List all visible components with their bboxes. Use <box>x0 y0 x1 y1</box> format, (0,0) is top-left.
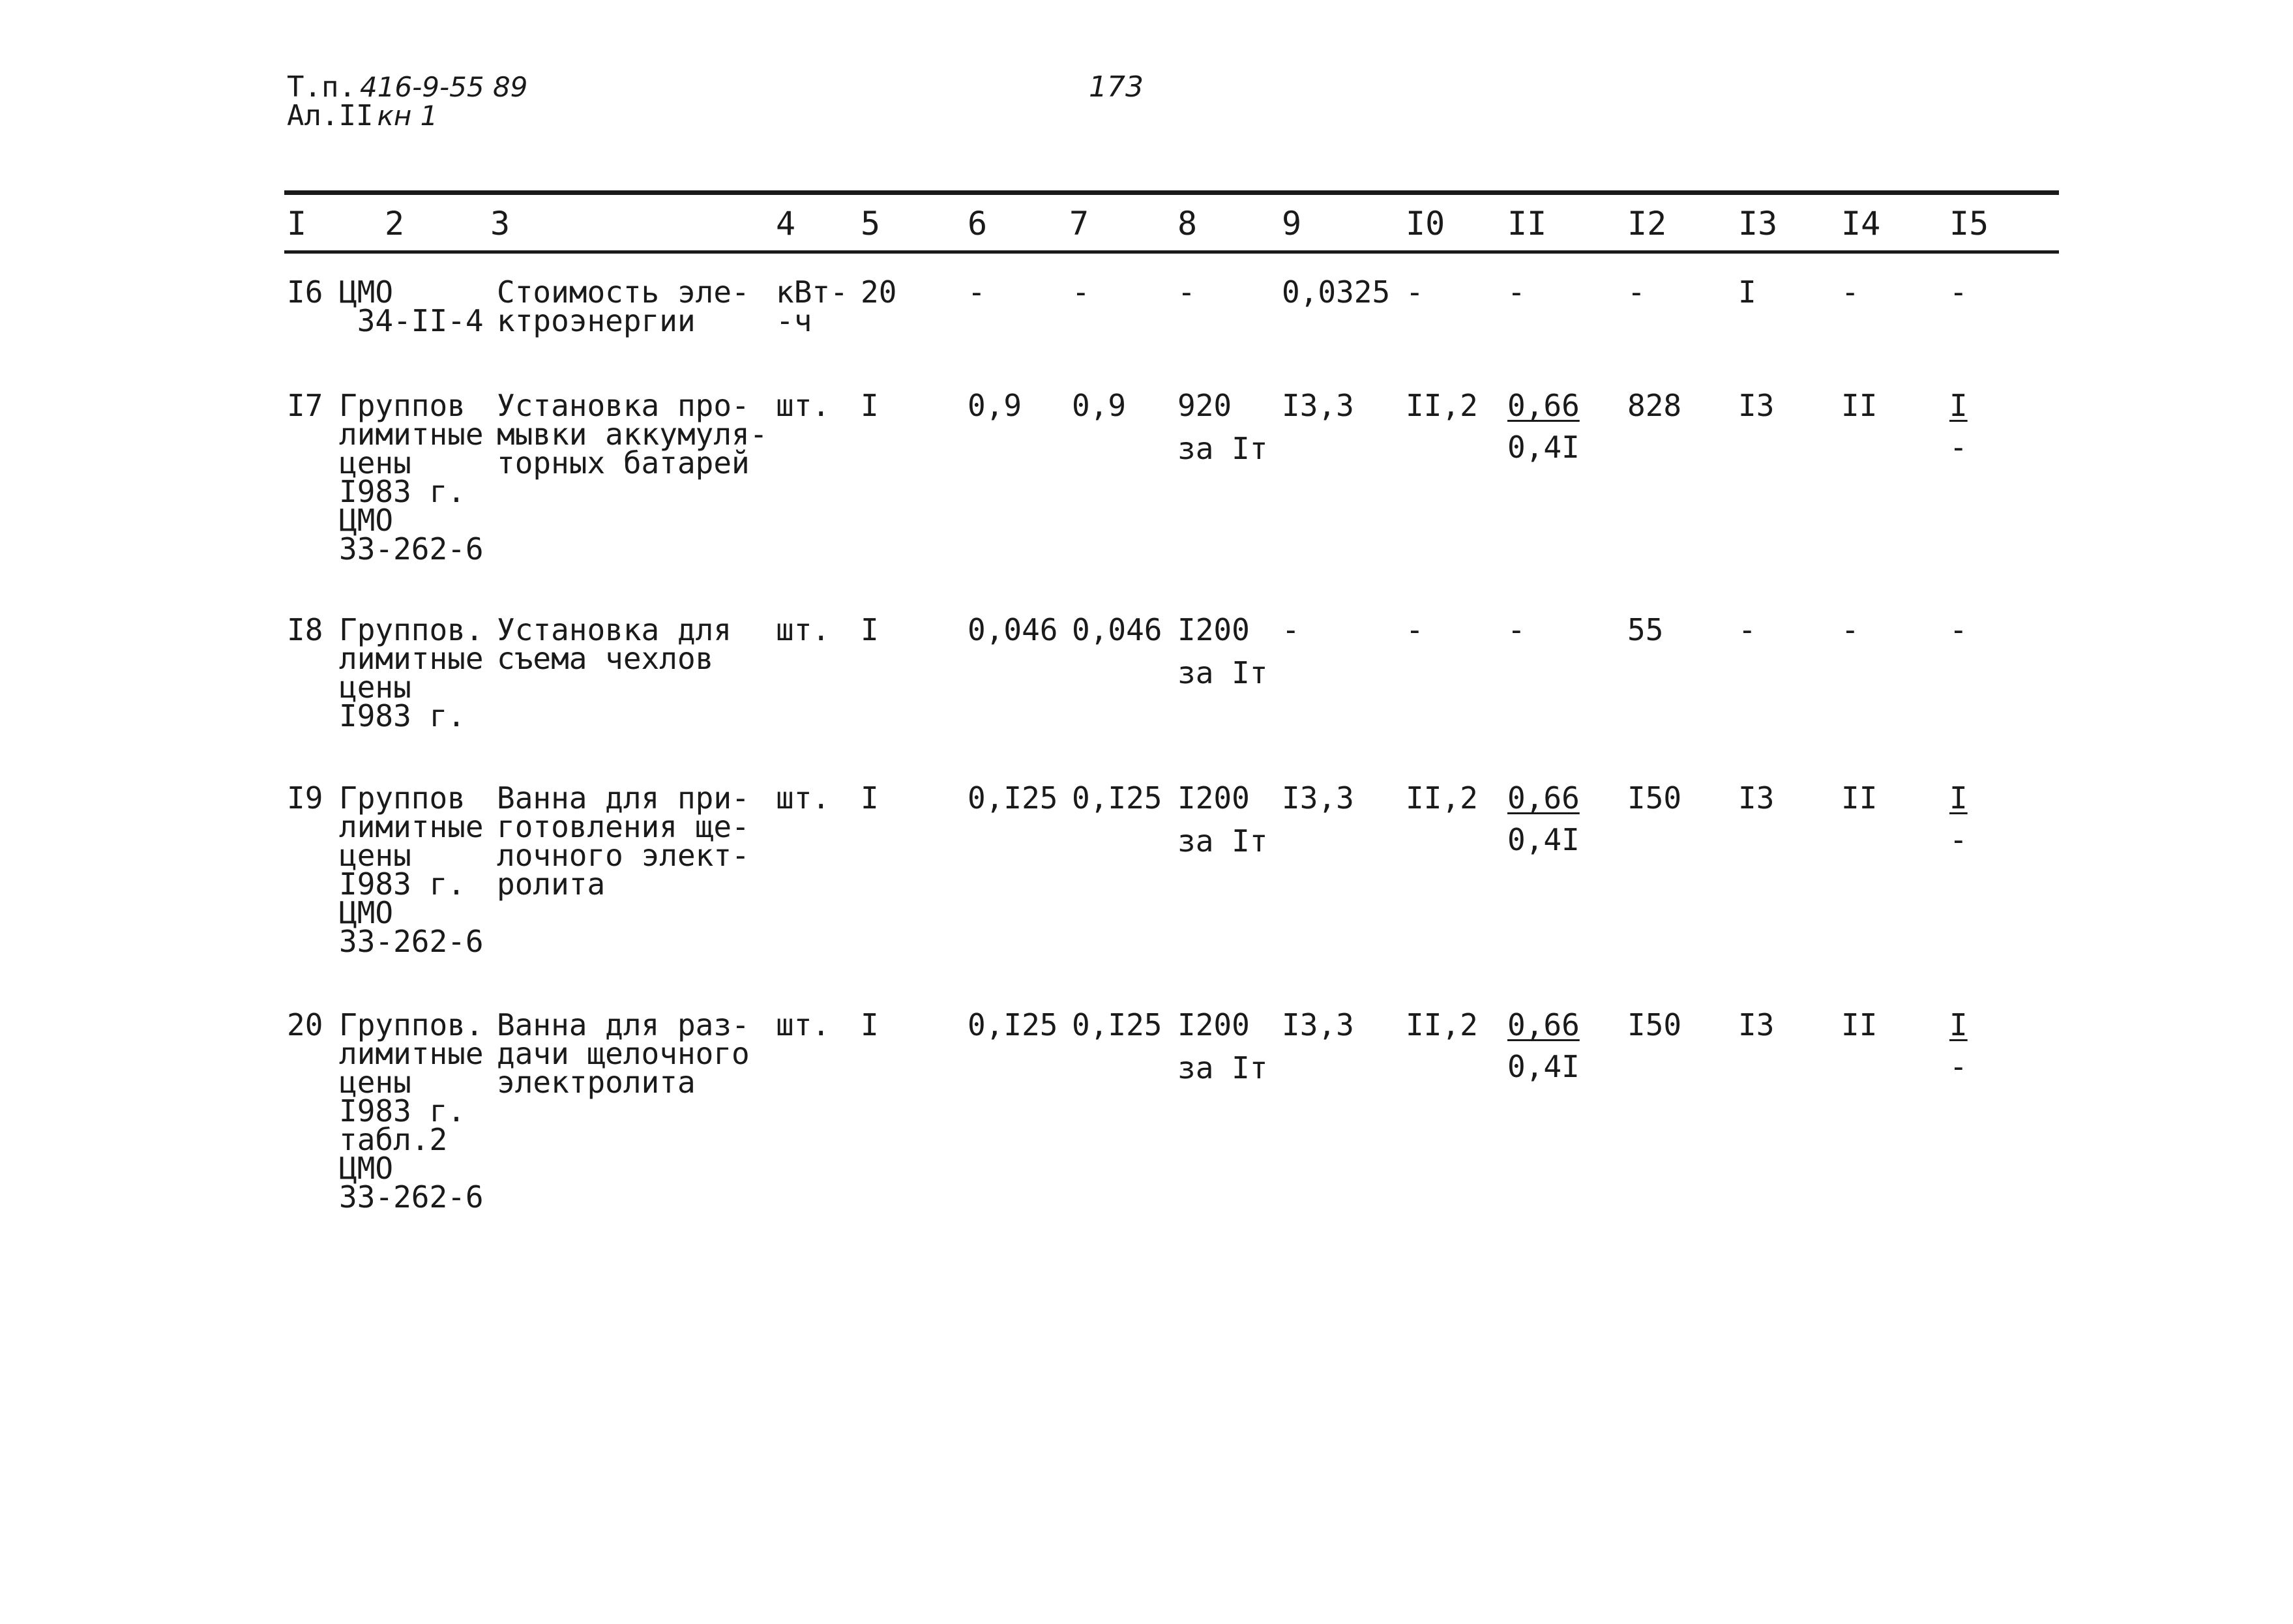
cell-value: - <box>1507 274 1526 310</box>
cell-value: - <box>1949 612 1968 647</box>
cell-col-15 <box>1949 1007 1968 1084</box>
cell-col-1: I7 <box>287 388 323 423</box>
cell-subvalue: за Iт <box>1177 1050 1268 1085</box>
cell-col-14: II <box>1841 780 1878 816</box>
cell-col-7: 0,046 <box>1072 612 1162 647</box>
cell-col-1: I9 <box>287 780 323 816</box>
cell-col-12: 828 <box>1627 388 1682 423</box>
document-header <box>287 70 528 132</box>
column-number-6: 6 <box>968 205 988 243</box>
cell-col-8 <box>1177 612 1268 690</box>
table-top-rule <box>284 190 2059 195</box>
cell-col-14: II <box>1841 388 1878 423</box>
header-line2-handwritten: кн 1 <box>377 100 438 132</box>
cell-col-13: I3 <box>1738 780 1775 816</box>
cell-col-7: - <box>1072 274 1090 310</box>
cell-col-1: 20 <box>287 1007 323 1042</box>
cell-col-3: Стоимость эле- ктроэнергии <box>497 274 750 338</box>
cell-col-11 <box>1507 612 1526 657</box>
column-number-8: 8 <box>1177 205 1198 243</box>
cell-subvalue: - <box>1949 1049 1968 1084</box>
cell-col-7: 0,9 <box>1072 388 1127 423</box>
cell-col-14: - <box>1841 612 1859 647</box>
cell-col-12: I50 <box>1627 1007 1682 1042</box>
cell-col-9: I3,3 <box>1282 1007 1354 1042</box>
column-number-5: 5 <box>861 205 881 243</box>
cell-value: I <box>1949 780 1968 816</box>
column-number-14: I4 <box>1841 205 1881 243</box>
cell-col-10: II,2 <box>1406 780 1478 816</box>
cell-col-3: Ванна для раз- дачи щелочного электролита <box>497 1007 750 1100</box>
cell-col-12: - <box>1627 274 1646 310</box>
cell-subvalue: за Iт <box>1177 431 1268 466</box>
cell-subvalue: за Iт <box>1177 655 1268 690</box>
cell-col-4: шт. <box>776 780 831 816</box>
column-number-12: I2 <box>1627 205 1667 243</box>
cell-col-5: I <box>861 1007 879 1042</box>
cell-col-2: Группов лимитные цены I983 г. ЦМО 33-262-6 <box>339 780 484 959</box>
cell-col-9: I3,3 <box>1282 388 1354 423</box>
cell-col-7: 0,I25 <box>1072 1007 1162 1042</box>
cell-col-7: 0,I25 <box>1072 780 1162 816</box>
cell-col-14: II <box>1841 1007 1878 1042</box>
cell-col-10: - <box>1406 612 1424 647</box>
cell-col-1: I8 <box>287 612 323 647</box>
cell-col-6: 0,9 <box>968 388 1022 423</box>
cell-col-6: 0,I25 <box>968 1007 1058 1042</box>
cell-col-9: - <box>1282 612 1300 647</box>
column-number-3: 3 <box>490 205 510 243</box>
cell-col-12: 55 <box>1627 612 1664 647</box>
cell-col-5: I <box>861 388 879 423</box>
cell-col-13: I3 <box>1738 1007 1775 1042</box>
column-number-15: I5 <box>1949 205 1989 243</box>
page-number: 173 <box>1089 70 1144 104</box>
cell-col-15 <box>1949 612 1968 657</box>
cell-col-13: I3 <box>1738 388 1775 423</box>
cell-col-2: Группов. лимитные цены I983 г. табл.2 ЦМО 33-262-6 <box>339 1007 484 1215</box>
cell-col-4: шт. <box>776 388 831 423</box>
cell-col-2: Группов. лимитные цены I983 г. <box>339 612 484 733</box>
column-number-10: I0 <box>1406 205 1445 243</box>
cell-subvalue: 0,4I <box>1507 822 1580 857</box>
cell-col-4: шт. <box>776 612 831 647</box>
cell-col-10: - <box>1406 274 1424 310</box>
cell-col-3: Ванна для при- готовления ще- лочного элект- ролита <box>497 780 750 902</box>
cell-col-14: - <box>1841 274 1859 310</box>
cell-col-8 <box>1177 388 1268 466</box>
header-line-2 <box>287 99 527 132</box>
cell-col-8 <box>1177 780 1268 859</box>
cell-col-1: I6 <box>287 274 323 310</box>
cell-value: - <box>1507 612 1526 647</box>
cell-subvalue: 0,4I <box>1507 430 1580 465</box>
cell-col-9: 0,0325 <box>1282 274 1391 310</box>
cell-col-10: II,2 <box>1406 1007 1478 1042</box>
cell-col-5: I <box>861 612 879 647</box>
table-header-rule <box>284 250 2059 254</box>
cell-col-3: Установка для съема чехлов <box>497 612 732 676</box>
header-line2-prefix: Ал.II <box>287 99 374 132</box>
cell-subvalue: - <box>1949 430 1968 465</box>
cell-col-11 <box>1507 780 1580 857</box>
cell-col-5: 20 <box>861 274 897 310</box>
cell-subvalue: - <box>1949 822 1968 857</box>
column-number-2: 2 <box>385 205 405 243</box>
cell-value: 0,66 <box>1507 780 1580 816</box>
column-number-13: I3 <box>1738 205 1778 243</box>
cell-value: I200 <box>1177 780 1250 816</box>
column-number-7: 7 <box>1069 205 1089 243</box>
cell-col-11 <box>1507 388 1580 465</box>
header-line1-prefix: Т.п. <box>287 70 356 104</box>
cell-subvalue: за Iт <box>1177 823 1268 859</box>
cell-value: - <box>1949 274 1968 310</box>
cell-col-6: - <box>968 274 986 310</box>
column-number-9: 9 <box>1282 205 1302 243</box>
cell-col-2: Группов лимитные цены I983 г. ЦМО 33-262-6 <box>339 388 484 567</box>
cell-col-11 <box>1507 274 1526 319</box>
header-line-1 <box>287 70 528 104</box>
cell-value: 0,66 <box>1507 388 1580 423</box>
cell-col-6: 0,I25 <box>968 780 1058 816</box>
cell-col-6: 0,046 <box>968 612 1058 647</box>
cell-value: - <box>1177 274 1196 310</box>
cell-value: 0,66 <box>1507 1007 1580 1042</box>
header-line1-handwritten: 416-9-55 89 <box>359 71 528 103</box>
cell-value: I200 <box>1177 1007 1250 1042</box>
cell-col-15 <box>1949 780 1968 857</box>
cell-col-8 <box>1177 274 1196 321</box>
column-number-1: I <box>287 205 307 243</box>
cell-value: I200 <box>1177 612 1250 647</box>
cell-value: 920 <box>1177 388 1232 423</box>
cell-col-12: I50 <box>1627 780 1682 816</box>
cell-value: I <box>1949 388 1968 423</box>
cell-col-11 <box>1507 1007 1580 1084</box>
cell-col-4: шт. <box>776 1007 831 1042</box>
cell-col-15 <box>1949 274 1968 319</box>
cell-subvalue: 0,4I <box>1507 1049 1580 1084</box>
cell-col-9: I3,3 <box>1282 780 1354 816</box>
cell-col-3: Установка про- мывки аккумуля- торных батарей <box>497 388 768 480</box>
column-number-11: II <box>1507 205 1547 243</box>
cell-col-8 <box>1177 1007 1268 1085</box>
cell-col-5: I <box>861 780 879 816</box>
cell-col-13: I <box>1738 274 1756 310</box>
cell-value: I <box>1949 1007 1968 1042</box>
cell-col-4: кВт- -ч <box>776 274 848 338</box>
cell-col-15 <box>1949 388 1968 465</box>
cell-col-13: - <box>1738 612 1756 647</box>
column-number-4: 4 <box>776 205 796 243</box>
cell-col-2: ЦМО 34-II-4 <box>339 274 484 338</box>
cell-col-10: II,2 <box>1406 388 1478 423</box>
